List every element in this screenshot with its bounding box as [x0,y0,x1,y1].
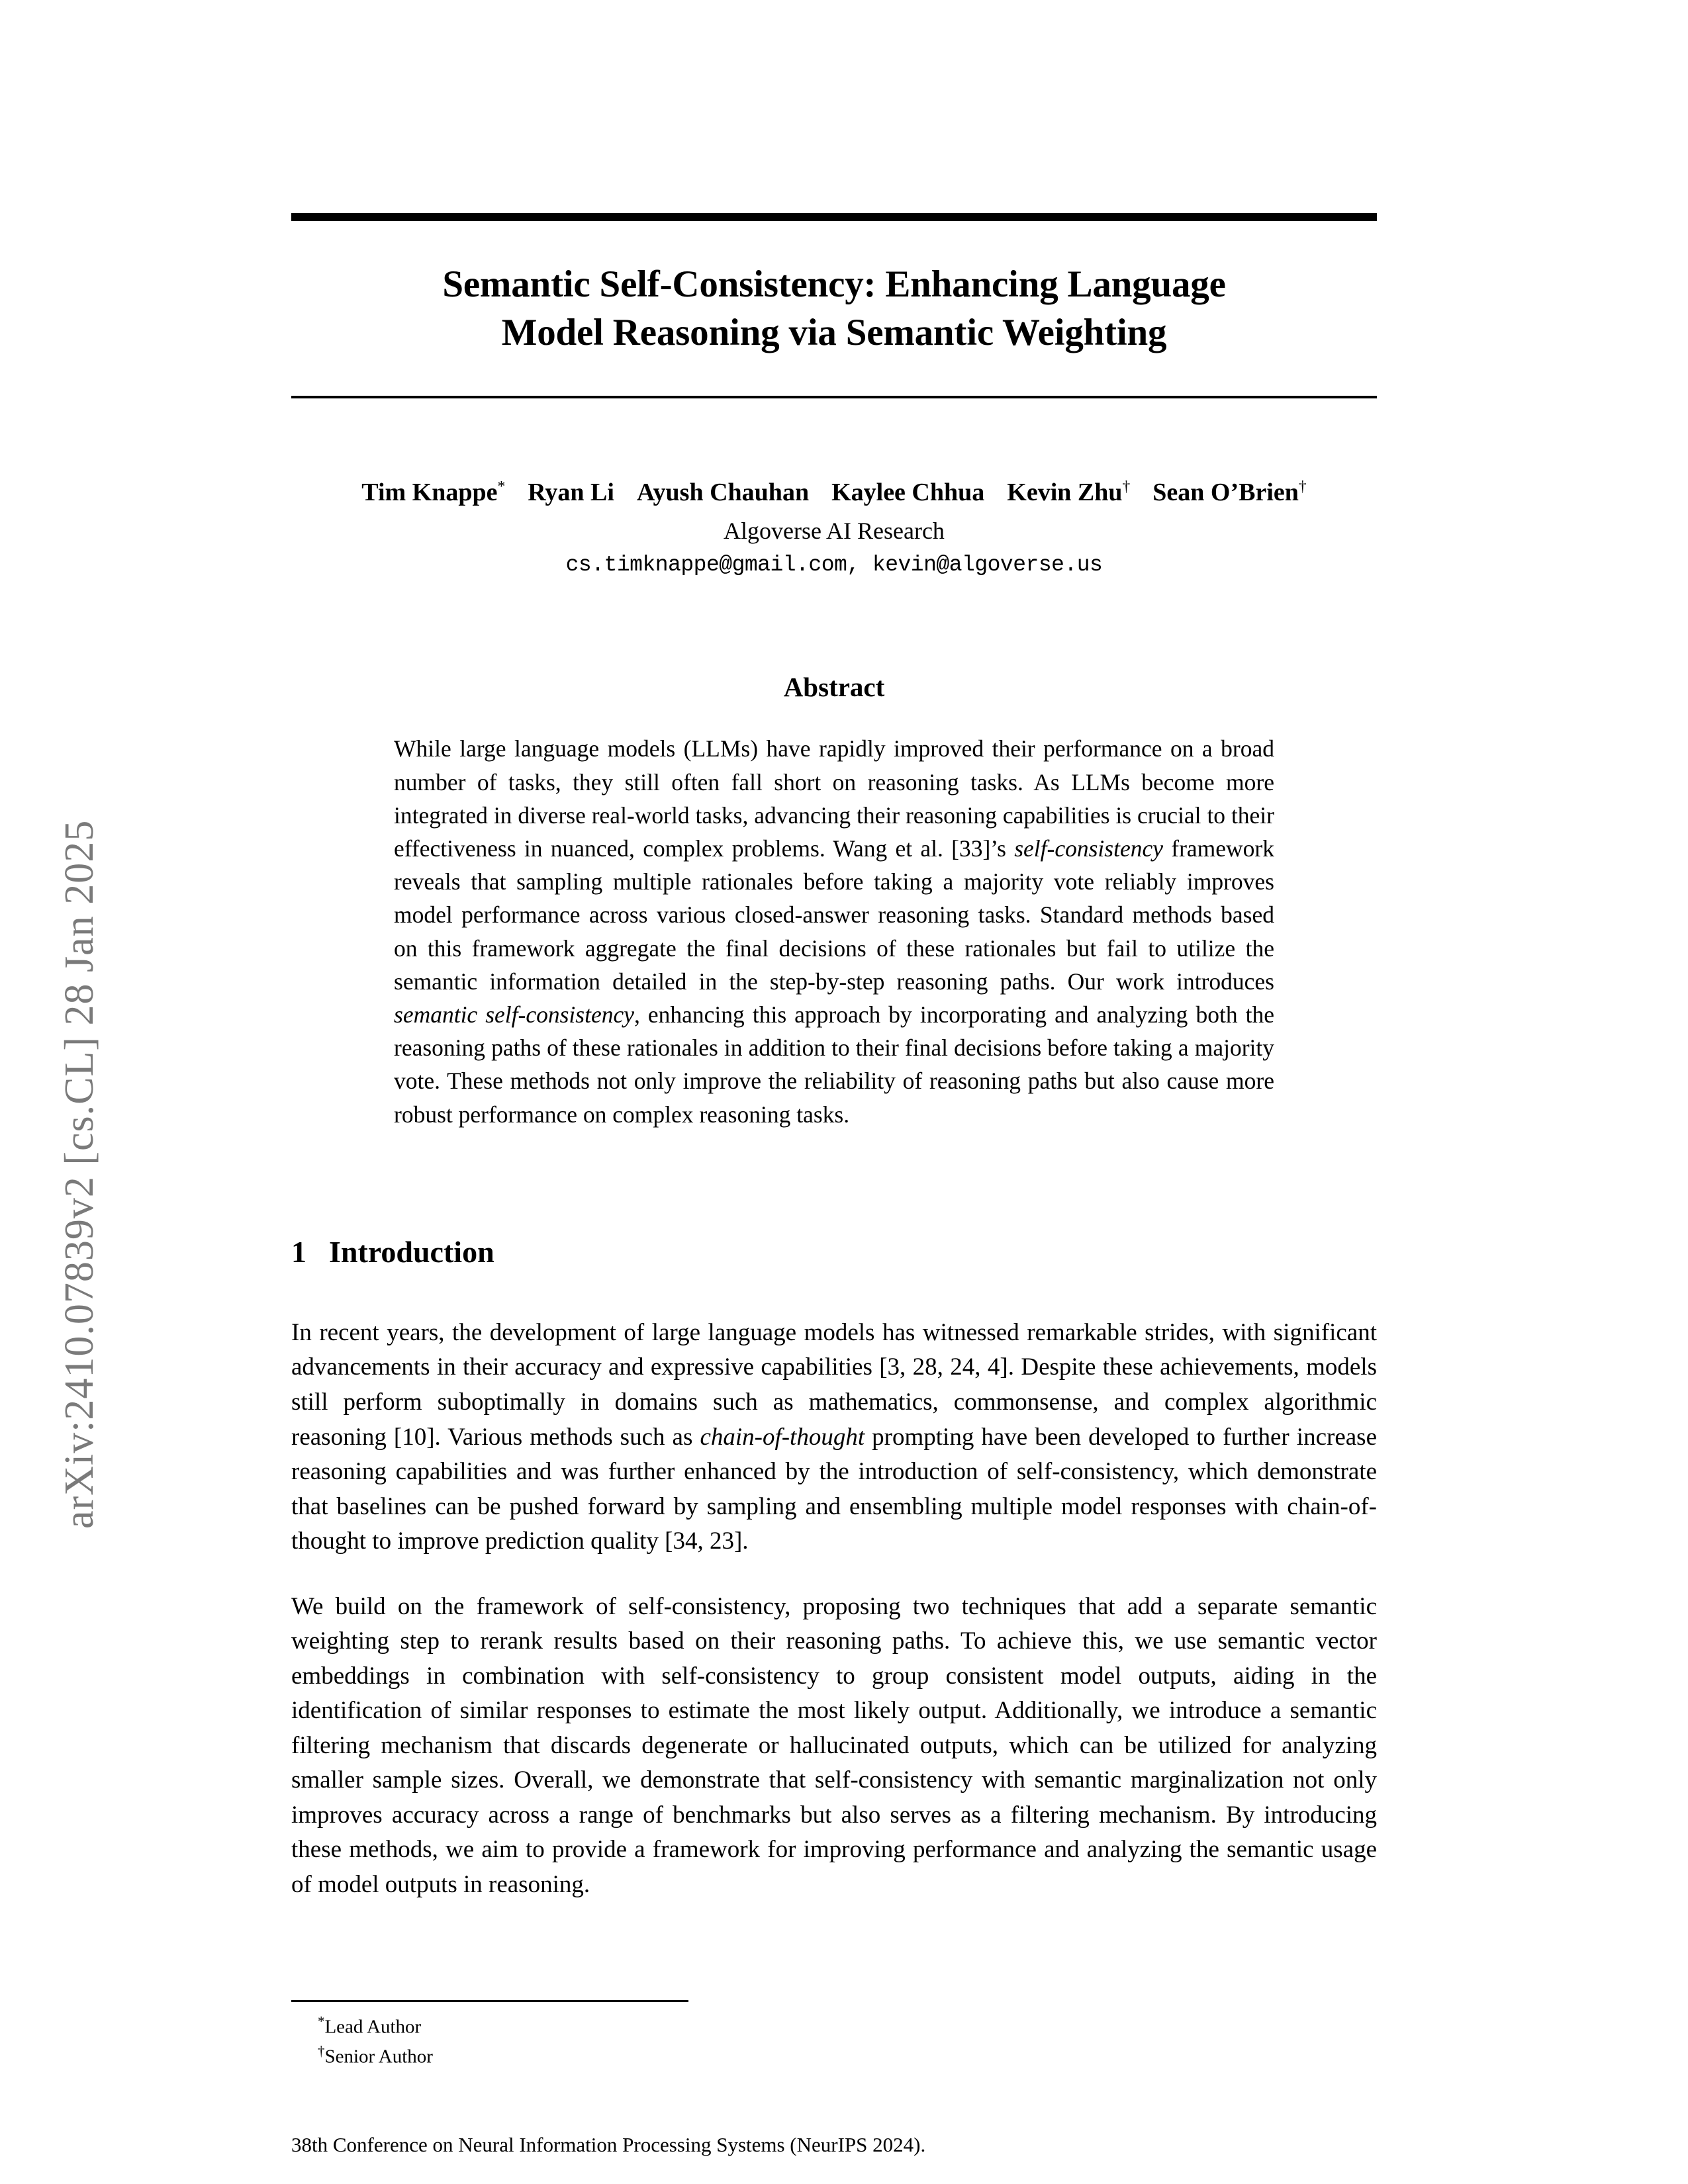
affiliation: Algoverse AI Research [724,518,945,545]
header-rule-thin [291,396,1377,398]
abstract-body [394,732,1274,1131]
author-item [1007,477,1130,509]
author-name: Ryan Li [528,478,614,506]
arxiv-stamp: arXiv:2410.07839v2 [cs.CL] 28 Jan 2025 [57,819,102,1529]
author-item [831,477,984,509]
intro-emphasis-chain-of-thought: chain-of-thought [700,1423,865,1451]
author-mark: † [1298,478,1307,496]
section-heading-introduction [291,1234,1377,1269]
title-spacer [291,357,1377,396]
intro-paragraph-1 [291,1316,1377,1559]
intro-paragraph-2: We build on the framework of self-consistency, proposing two techniques that add a separate semantic weighting step to rerank results based on their reasoning paths. To achieve this, we use semantic vector embeddings in combination with self-consistency to group consistent model outputs, aiding in the identification of similar responses to estimate the most likely output. Additionally, we introduce a semantic filtering mechanism that discards degenerate or hallucinated outputs, which can be utilized for analyzing smaller sample sizes. Overall, we demonstrate that self-consistency with semantic marginalization not only improves accuracy across a range of benchmarks but also serves as a filtering mechanism. By introducing these methods, we aim to provide a framework for improving performance and analyzing the semantic usage of model outputs in reasoning. [291,1592,1377,1898]
abstract-emphasis-semantic-self-consistency: semantic self-consistency [394,1001,634,1028]
page-title-line-1: Semantic Self-Consistency: Enhancing Language [442,263,1226,305]
header-rule-thick [291,213,1377,221]
footnote-mark: * [318,2013,325,2030]
author-item [1152,477,1306,509]
author-name: Tim Knappe [361,478,498,506]
author-name: Kaylee Chhua [831,478,985,506]
footnote-mark: † [318,2043,325,2060]
intro-p1-part-1: In recent years, the development of large language models has witnessed remarkable strides, with significant advancements in their accuracy and expressive capabilities [3, 28, 24, 4]. Despite these achievements, models still perform suboptimally in domains such as mathematics, commonsense, and complex algorithmic reasoning [10]. Various methods such as [291,1318,1377,1451]
conference-notice: 38th Conference on Neural Information Processing Systems (NeurIPS 2024). [291,2132,926,2156]
abstract-heading: Abstract [783,672,885,703]
footnote-list [291,2011,1377,2070]
author-item [528,477,614,509]
section-number: 1 [291,1234,306,1269]
page-title [344,261,1324,357]
footnote-item [318,2011,1377,2041]
abstract-text-part-2: framework reveals that sampling multiple rationales before taking a majority vote reliably improves model performance across various closed-answer reasoning tasks. Standard methods based on this framework aggregate the final decisions of these rationales but fail to utilize the semantic information detailed in the step-by-step reasoning paths. Our work introduces [394,835,1274,995]
author-name: Kevin Zhu [1007,478,1123,506]
footnote-separator-rule [291,2000,688,2002]
page-title-line-2: Model Reasoning via Semantic Weighting [501,311,1167,353]
author-mark: * [497,478,506,496]
author-mark: † [1122,478,1131,496]
author-item [637,477,809,509]
contact-emails: cs.timknappe@gmail.com, kevin@algoverse.us [565,553,1103,578]
abstract-text-part-1: While large language models (LLMs) have rapidly improved their performance on a broad number of tasks, they still often fall short on reasoning tasks. As LLMs become more integrated in diverse real-world tasks, advancing their reasoning capabilities is crucial to their effectiveness in nuanced, complex problems. Wang et al. [33]’s [394,735,1274,862]
author-name: Sean O’Brien [1152,478,1299,506]
abstract-text-part-3: , enhancing this approach by incorporating and analyzing both the reasoning paths of these rationales in addition to their final decisions before taking a majority vote. These methods not only improve the reliability of reasoning paths but also cause more robust performance on complex reasoning tasks. [394,1001,1275,1128]
section-title: Introduction [329,1234,494,1269]
author-list [291,477,1377,509]
footnote-item [318,2041,1377,2071]
author-item [361,477,505,509]
paper-content-column [291,0,1377,2157]
footnote-text: Lead Author [324,2017,422,2038]
intro-p1-part-2: prompting have been developed to further increase reasoning capabilities and was further enhanced by the introduction of self-consistency, which demonstrate that baselines can be pushed forward by sampling and ensembling multiple model responses with chain-of-thought to improve prediction quality [34, 23]. [291,1423,1377,1555]
footnote-text: Senior Author [324,2046,433,2068]
abstract-emphasis-self-consistency: self-consistency [1014,835,1163,862]
author-name: Ayush Chauhan [636,478,810,506]
